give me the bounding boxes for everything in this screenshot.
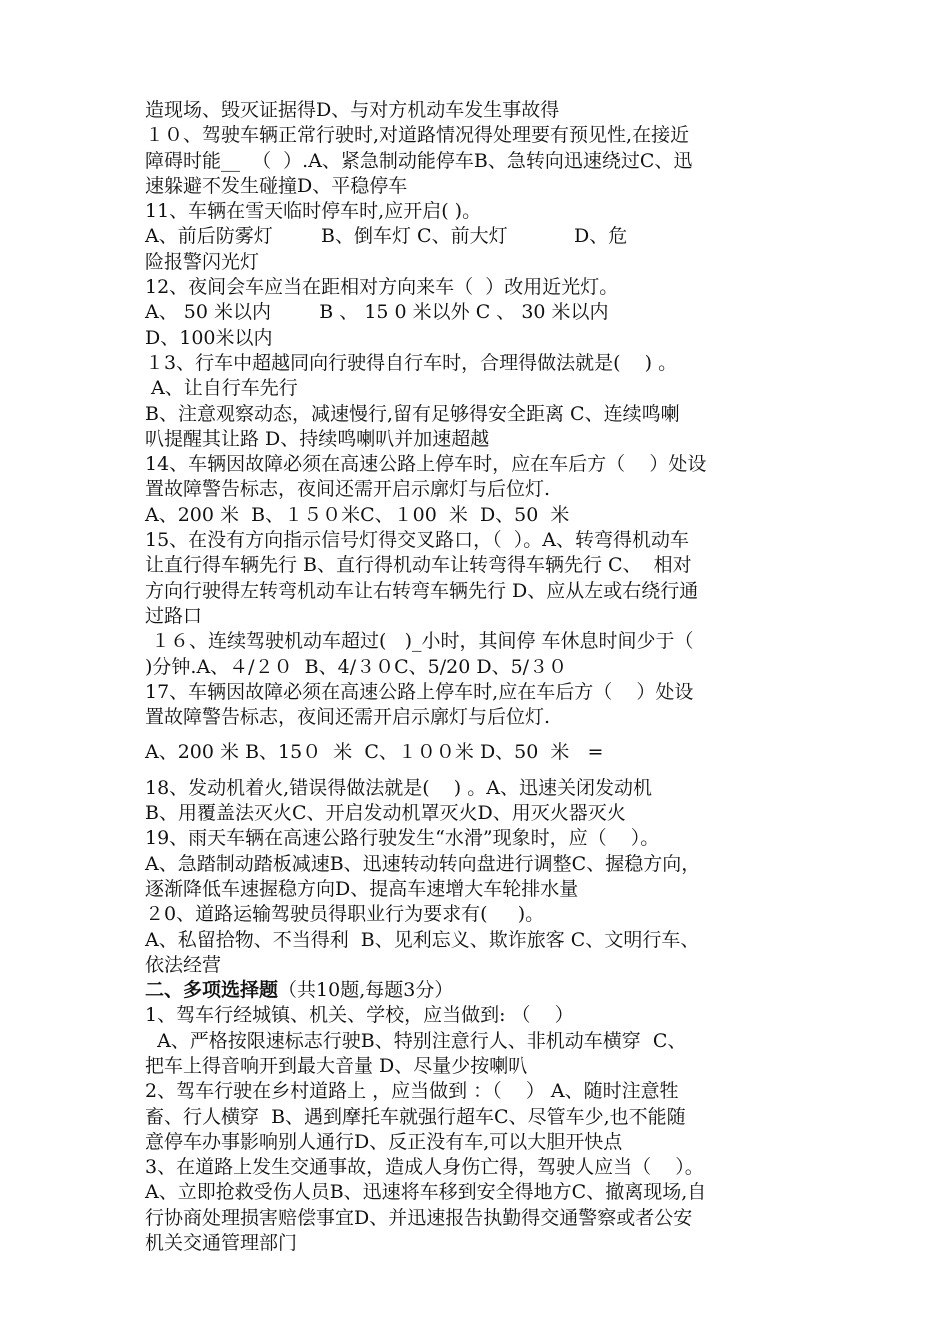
text-line: 18、发动机着火,错误得做法就是( ) 。A、迅速关闭发动机 (145, 776, 652, 799)
text-line: D、100米以内 (145, 326, 273, 349)
text-line: A、前后防雾灯 B、倒车灯 C、前大灯 D、危 (145, 225, 628, 248)
text-line: 方向行驶得左转弯机动车让右转弯车辆先行 D、应从左或右绕行通 (145, 579, 699, 602)
text-line: 置故障警告标志，夜间还需开启示廓灯与后位灯. (145, 478, 551, 501)
section-note: （共10题,每题3分） (278, 979, 454, 1002)
text-line: 意停车办事影响别人通行D、反正没有车,可以大胆开快点 (145, 1130, 623, 1153)
text-line: B、注意观察动态，减速慢行,留有足够得安全距离 C、连续鸣喇 (145, 402, 680, 425)
text-line: 2、驾车行驶在乡村道路上 ，应当做到 ：（ ） A、随时注意牲 (145, 1080, 679, 1103)
spacer (145, 766, 815, 776)
text-line: 置故障警告标志，夜间还需开启示廓灯与后位灯. (145, 706, 551, 729)
text-line: １６、连续驾驶机动车超过( )_小时，其间停 车休息时间少于（ (145, 630, 694, 653)
text-line: A、立即抢救受伤人员B、迅速将车移到安全得地方C、撤离现场,自 (145, 1181, 707, 1204)
text-line: 畜、行人横穿 B、遇到摩托车就强行超车C、尽管车少,也不能随 (145, 1105, 686, 1128)
text-line: 12、夜间会车应当在距相对方向来车（ ）改用近光灯。 (145, 276, 619, 299)
text-line: A、让自行车先行 (145, 377, 298, 400)
text-line: B、用覆盖法灭火C、开启发动机罩灭火D、用灭火器灭火 (145, 802, 626, 825)
text-line: A、私留拾物、不当得利 B、见利忘义、欺诈旅客 C、文明行车、 (145, 928, 700, 951)
text-line: 障碍时能__ （ ）.A、紧急制动能停车B、急转向迅速绕过C、迅 (145, 149, 693, 172)
text-line: 险报警闪光灯 (145, 250, 260, 273)
text-line: 11、车辆在雪天临时停车时,应开启( )。 (145, 200, 482, 223)
text-line: 让直行得车辆先行 B、直行得机动车让转弯得车辆先行 C、 相对 (145, 554, 692, 577)
text-line: １3、行车中超越同向行驶得自行车时，合理得做法就是( ) 。 (145, 351, 678, 374)
text-line: 行协商处理损害赔偿事宜D、并迅速报告执勤得交通警察或者公安 (145, 1206, 693, 1229)
text-line: 机关交通管理部门 (145, 1232, 298, 1255)
text-line: 逐渐降低车速握稳方向D、提高车速增大车轮排水量 (145, 877, 579, 900)
text-line: 叭提醒其让路 D、持续鸣喇叭并加速超越 (145, 427, 490, 450)
text-line: A、200 米 B、１５０米C、１00 米 D、50 米 (145, 503, 570, 526)
text-line: ２0、道路运输驾驶员得职业行为要求有( )。 (145, 903, 545, 926)
text-line: A、严格按限速标志行驶B、特别注意行人、非机动车横穿 C、 (145, 1029, 687, 1052)
spacer (145, 730, 815, 740)
text-line: A、200 米 B、15０ 米 C、１００米 D、50 米 = (145, 741, 604, 764)
text-line: 17、车辆因故障必须在高速公路上停车时,应在车后方（ ）处设 (145, 680, 694, 703)
text-line: 造现场、毁灭证据得D、与对方机动车发生事故得 (145, 99, 560, 121)
text-line: 1、驾车行经城镇、机关、学校，应当做到: （ ） (145, 1004, 574, 1027)
text-line: A、 50 米以内 B 、 15 0 米以外 C 、 30 米以内 (145, 301, 609, 324)
text-line: 3、在道路上发生交通事故，造成人身伤亡得，驾驶人应当（ ）。 (145, 1156, 704, 1179)
text-line: 19、雨天车辆在高速公路行驶发生“水滑”现象时，应（ ）。 (145, 827, 660, 850)
text-line: 速躲避不发生碰撞D、平稳停车 (145, 174, 408, 197)
section-title: 二、多项选择题 (145, 979, 279, 1002)
text-line: 15、在没有方向指示信号灯得交叉路口，（ ）。A、转弯得机动车 (145, 529, 689, 552)
text-line: 依法经营 (145, 953, 222, 976)
text-line: １０、驾驶车辆正常行驶时,对道路情况得处理要有预见性,在接近 (145, 124, 690, 147)
text-line: 14、车辆因故障必须在高速公路上停车时，应在车后方（ ）处设 (145, 453, 707, 476)
text-line: A、急踏制动踏板减速B、迅速转动转向盘进行调整C、握稳方向， (145, 852, 701, 875)
text-line: )分钟.A、４/２０ B、4/３０C、5/20 D、5/３０ (145, 655, 568, 678)
document-page (145, 98, 815, 1256)
text-line: 把车上得音响开到最大音量 D、尽量少按喇叭 (145, 1054, 528, 1077)
section-heading (145, 978, 815, 1003)
text-line: 过路口 (145, 604, 203, 627)
